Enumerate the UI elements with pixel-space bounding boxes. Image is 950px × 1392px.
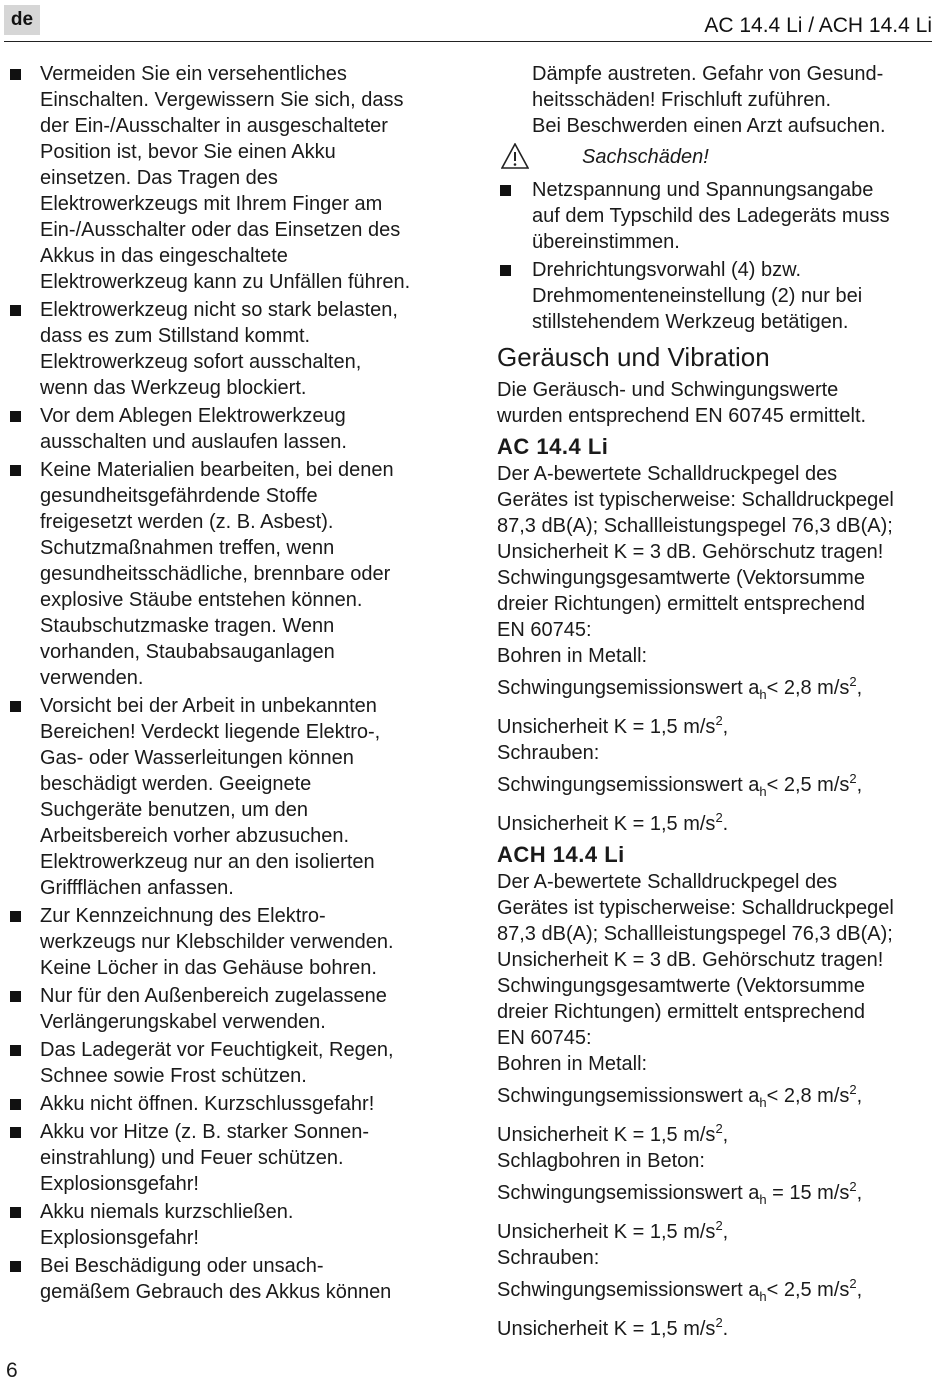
- list-item: Das Ladegerät vor Feuchtigkeit, Regen, Schnee sowie Frost schützen.: [8, 1037, 448, 1089]
- list-item: Keine Materialien bearbeiten, bei denen gesundheitsgefährdende Stoffe freigesetzt werden (z. B. Asbest). Schutzmaßnahmen treffen, wenn gesundheitsschädliche, brennbare oder explosive Stäube entstehen können. Staubschutzmaske tragen. Wenn vorhanden, Staubabsauganlagen verwenden.: [8, 457, 448, 691]
- page-number: 6: [6, 1359, 18, 1382]
- square-bullet-icon: [10, 1127, 21, 1138]
- square-bullet-icon: [10, 465, 21, 476]
- section-intro: Die Geräusch- und Schwingungswerte wurden entsprechend EN 60745 ermittelt.: [497, 379, 867, 427]
- ach-uncertainty-1: Unsicherheit K = 1,5 $m/s^2$,: [497, 1121, 729, 1146]
- warning-title: Sachschäden!: [582, 146, 709, 168]
- ach-label-screwing: Schrauben:: [497, 1247, 600, 1269]
- square-bullet-icon: [10, 991, 21, 1002]
- safety-bullet-list: [8, 61, 448, 1305]
- model-title: AC 14.4 Li / ACH 14.4 Li: [704, 14, 932, 37]
- ach-emission-value-1: Schwingungsemissionswert $a_h< 2,8$ $m/s^2$,: [497, 1082, 863, 1110]
- warning-triangle-icon: [501, 143, 529, 169]
- list-item: Akku nicht öffnen. Kurzschlussgefahr!: [8, 1091, 448, 1117]
- ach-uncertainty-2: Unsicherheit K = 1,5 $m/s^2$,: [497, 1218, 729, 1243]
- ac-emission-value-1: Schwingungsemissionswert $a_h< 2,8$ $m/s^2$,: [497, 674, 863, 702]
- list-item: Nur für den Außenbereich zugelassene Verlängerungskabel verwenden.: [8, 983, 448, 1035]
- ach-description: Der A-bewertete Schalldruckpegel des Gerätes ist typischerweise: Schalldruckpegel 87,3 dB(A); Schallleistungspegel 76,3 dB(A); Unsicherheit K = 3 dB. Gehörschutz tragen! Schwingungsgesamtwerte (Vektorsumme dreier Richtungen) ermittelt entsprechend EN 60745:: [497, 871, 894, 1049]
- ac-emission-value-2: Schwingungsemissionswert $a_h< 2,5$ $m/s^2$,: [497, 771, 863, 799]
- square-bullet-icon: [10, 411, 21, 422]
- ach-label-hammer-drilling: Schlagbohren in Beton:: [497, 1150, 705, 1172]
- warning-heading: [497, 143, 937, 177]
- square-bullet-icon: [10, 1099, 21, 1110]
- list-item: Vor dem Ablegen Elektrowerkzeug ausschalten und auslaufen lassen.: [8, 403, 448, 455]
- right-column: [497, 61, 937, 1342]
- square-bullet-icon: [10, 1207, 21, 1218]
- left-column: [8, 61, 448, 1307]
- square-bullet-icon: [500, 185, 511, 196]
- list-item: Elektrowerkzeug nicht so stark belasten, dass es zum Stillstand kommt. Elektrowerkzeug sofort ausschalten, wenn das Werkzeug blockiert.: [8, 297, 448, 401]
- list-item: Drehrichtungsvorwahl (4) bzw. Drehmomenteneinstellung (2) nur bei stillstehendem Werkzeug betätigen.: [497, 257, 937, 335]
- square-bullet-icon: [10, 305, 21, 316]
- ach-emission-value-3: Schwingungsemissionswert $a_h< 2,5$ $m/s^2$,: [497, 1276, 863, 1304]
- language-badge: de: [4, 5, 40, 35]
- square-bullet-icon: [10, 911, 21, 922]
- ac-label-screwing: Schrauben:: [497, 742, 600, 764]
- square-bullet-icon: [500, 265, 511, 276]
- square-bullet-icon: [10, 1261, 21, 1272]
- ach-label-drilling-metal: Bohren in Metall:: [497, 1053, 648, 1075]
- ac-model-heading: AC 14.4 Li: [497, 434, 609, 459]
- header-divider: [4, 41, 932, 42]
- ach-uncertainty-3: Unsicherheit K = 1,5 $m/s^2$.: [497, 1315, 729, 1340]
- list-item: Akku niemals kurzschließen. Explosionsgefahr!: [8, 1199, 448, 1251]
- list-item: Vermeiden Sie ein versehentliches Einschalten. Vergewissern Sie sich, dass der Ein-/Ausschalter in ausgeschalteter Position ist, bevor Sie einen Akku einsetzen. Das Tragen des Elektrowerkzeugs mit Ihrem Finger am Ein-/Ausschalter oder das Einsetzen des Akkus in das eingeschaltete Elektrowerkzeug kann zu Unfällen führen.: [8, 61, 448, 295]
- property-damage-list: [497, 177, 937, 335]
- ac-uncertainty-1: Unsicherheit K = 1,5 $m/s^2$,: [497, 713, 729, 738]
- ach-model-heading: ACH 14.4 Li: [497, 842, 625, 867]
- square-bullet-icon: [10, 701, 21, 712]
- list-item: Vorsicht bei der Arbeit in unbekannten Bereichen! Verdeckt liegende Elektro-, Gas- oder Wasserleitungen können beschädigt werden. Geeignete Suchgeräte benutzen, um den Arbeitsbereich vorher abzusuchen. Elektrowerkzeug nur an den isolierten Griffflächen anfassen.: [8, 693, 448, 901]
- list-item: Zur Kennzeichnung des Elektro- werkzeugs nur Klebschilder verwenden. Keine Löcher in das Gehäuse bohren.: [8, 903, 448, 981]
- ac-description: Der A-bewertete Schalldruckpegel des Gerätes ist typischerweise: Schalldruckpegel 87,3 dB(A); Schallleistungspegel 76,3 dB(A); Unsicherheit K = 3 dB. Gehörschutz tragen! Schwingungsgesamtwerte (Vektorsumme dreier Richtungen) ermittelt entsprechend EN 60745:: [497, 463, 894, 641]
- list-item: Bei Beschädigung oder unsach- gemäßem Gebrauch des Akkus können: [8, 1253, 448, 1305]
- square-bullet-icon: [10, 69, 21, 80]
- ac-label-drilling-metal: Bohren in Metall:: [497, 645, 648, 667]
- list-item: Akku vor Hitze (z. B. starker Sonnen- einstrahlung) und Feuer schützen. Explosionsgefahr!: [8, 1119, 448, 1197]
- ac-uncertainty-2: Unsicherheit K = 1,5 $m/s^2$.: [497, 810, 729, 835]
- list-item: Netzspannung und Spannungsangabe auf dem Typschild des Ladegeräts muss übereinstimmen.: [497, 177, 937, 255]
- square-bullet-icon: [10, 1045, 21, 1056]
- continued-text: Dämpfe austreten. Gefahr von Gesund- heitsschäden! Frischluft zuführen. Bei Beschwerden einen Arzt aufsuchen.: [532, 63, 886, 137]
- ach-emission-value-2: Schwingungsemissionswert $a_h = 15$ $m/s^2$,: [497, 1179, 863, 1207]
- section-title: Geräusch und Vibration: [497, 342, 770, 372]
